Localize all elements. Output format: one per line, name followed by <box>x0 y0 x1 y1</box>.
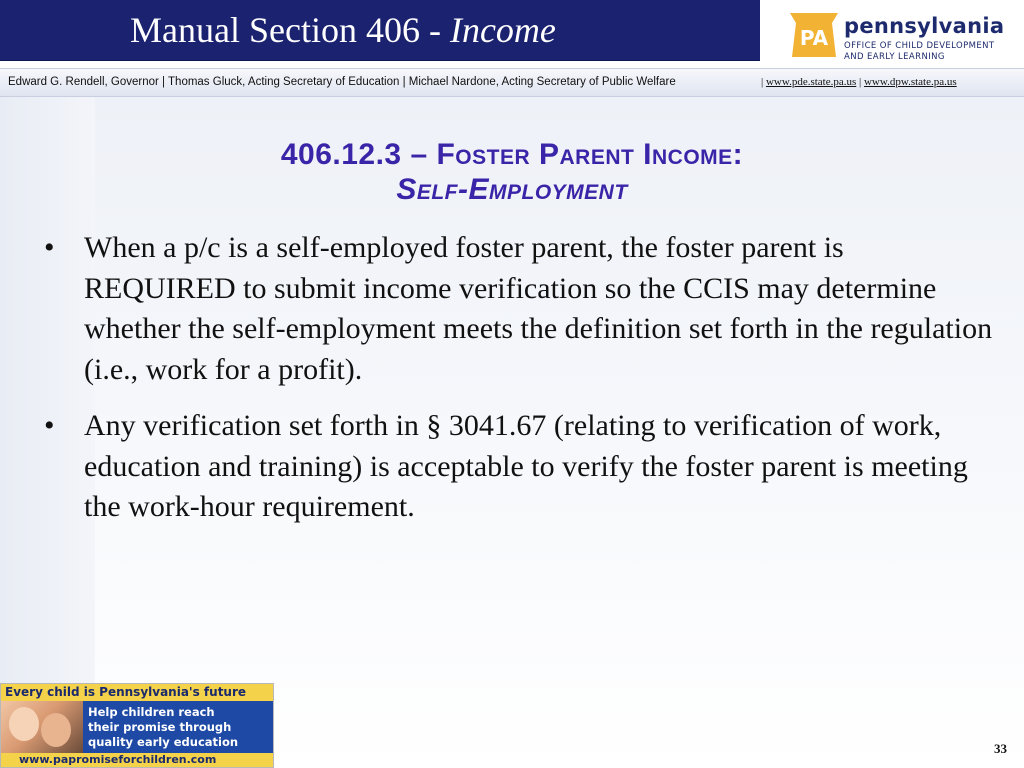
bullet-dot-icon: • <box>44 409 55 442</box>
promo-message-line1: Help children reach <box>88 705 215 719</box>
slide-title-main: Manual Section 406 - <box>130 10 450 50</box>
pde-link[interactable]: www.pde.state.pa.us <box>765 76 857 88</box>
link-separator-1: | <box>761 76 766 88</box>
bullet-item <box>44 406 994 528</box>
logo-subtitle-line1: OFFICE OF CHILD DEVELOPMENT <box>844 41 995 51</box>
title-bar <box>0 0 760 61</box>
promo-message-line2: their promise through <box>88 720 232 734</box>
bullet-list <box>44 228 994 544</box>
promo-message-line3: quality early education <box>88 735 239 749</box>
section-heading-line1: 406.12.3 – Foster Parent Income: <box>280 138 744 171</box>
dpw-link[interactable]: www.dpw.state.pa.us <box>863 76 957 88</box>
pennsylvania-logo <box>760 0 1024 68</box>
logo-subtitle <box>844 41 995 63</box>
keystone-logo-icon <box>786 11 842 59</box>
child-face-icon <box>9 707 39 741</box>
slide-title-italic: Income <box>449 10 556 50</box>
bullet-text: When a p/c is a self-employed foster parent, the foster parent is REQUIRED to submit income verification so the CCIS may determine whether the self-employment meets the definition set forth in the regulation (i.e., work for a profit). <box>84 231 993 386</box>
bullet-text: Any verification set forth in § 3041.67 (relating to verification of work, education and training) is acceptable to verify the foster parent is meeting the work-hour requirement. <box>84 409 968 523</box>
logo-badge-text: PA <box>799 26 829 50</box>
bullet-dot-icon: • <box>44 231 55 264</box>
info-strip <box>0 68 1024 97</box>
link-separator-2: | <box>856 76 864 88</box>
info-links <box>761 69 957 96</box>
promo-banner <box>0 683 274 768</box>
section-heading <box>0 137 1024 207</box>
promo-tagline: Every child is Pennsylvania's future <box>1 684 273 701</box>
promo-message <box>83 701 273 753</box>
bullet-item <box>44 228 994 390</box>
logo-wordmark: pennsylvania <box>844 14 1005 38</box>
page-number: 33 <box>994 741 1007 756</box>
logo-subtitle-line2: AND EARLY LEARNING <box>844 52 945 62</box>
promo-url: www.papromiseforchildren.com <box>1 753 273 767</box>
child-face-icon <box>41 713 71 747</box>
slide-title <box>130 6 556 54</box>
children-photo <box>1 701 83 753</box>
section-heading-line2: Self-Employment <box>396 173 628 206</box>
officials-text: Edward G. Rendell, Governor | Thomas Gluck, Acting Secretary of Education | Michael Nardone, Acting Secretary of Public Welfare <box>8 76 676 88</box>
